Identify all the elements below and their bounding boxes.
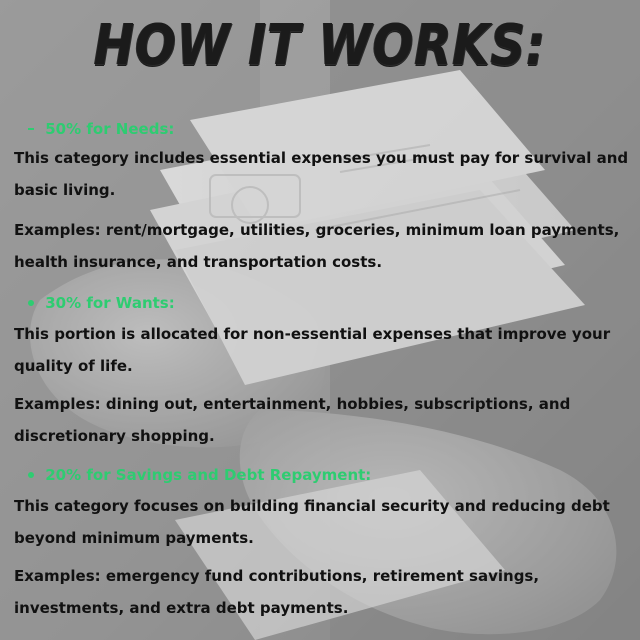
section-paragraph-needs-examples: Examples: rent/mortgage, utilities, groceries, minimum loan payments, health insurance, and transportation costs. — [14, 221, 620, 271]
section-heading-text: 30% for Wants: — [45, 294, 175, 312]
bullet-dash-icon — [28, 128, 34, 130]
page-title: HOW IT WORKS: — [93, 13, 547, 78]
section-heading-savings — [28, 464, 371, 486]
section-heading-needs — [28, 118, 174, 140]
section-paragraph-wants-examples: Examples: dining out, entertainment, hobbies, subscriptions, and discretionary shopping. — [14, 395, 571, 445]
section-paragraph-savings-description: This category focuses on building financial security and reducing debt beyond minimum payments. — [14, 497, 610, 547]
bullet-dot-icon — [28, 472, 34, 478]
section-paragraph-wants-description: This portion is allocated for non-essential expenses that improve your quality of life. — [14, 325, 611, 375]
section-heading-text: 50% for Needs: — [45, 120, 175, 138]
section-heading-text: 20% for Savings and Debt Repayment: — [45, 466, 372, 484]
section-paragraph-savings-examples: Examples: emergency fund contributions, retirement savings, investments, and extra debt payments. — [14, 567, 540, 617]
bullet-dot-icon — [28, 300, 34, 306]
section-paragraph-needs-description: This category includes essential expenses you must pay for survival and basic living. — [14, 149, 629, 199]
section-heading-wants — [28, 292, 175, 314]
